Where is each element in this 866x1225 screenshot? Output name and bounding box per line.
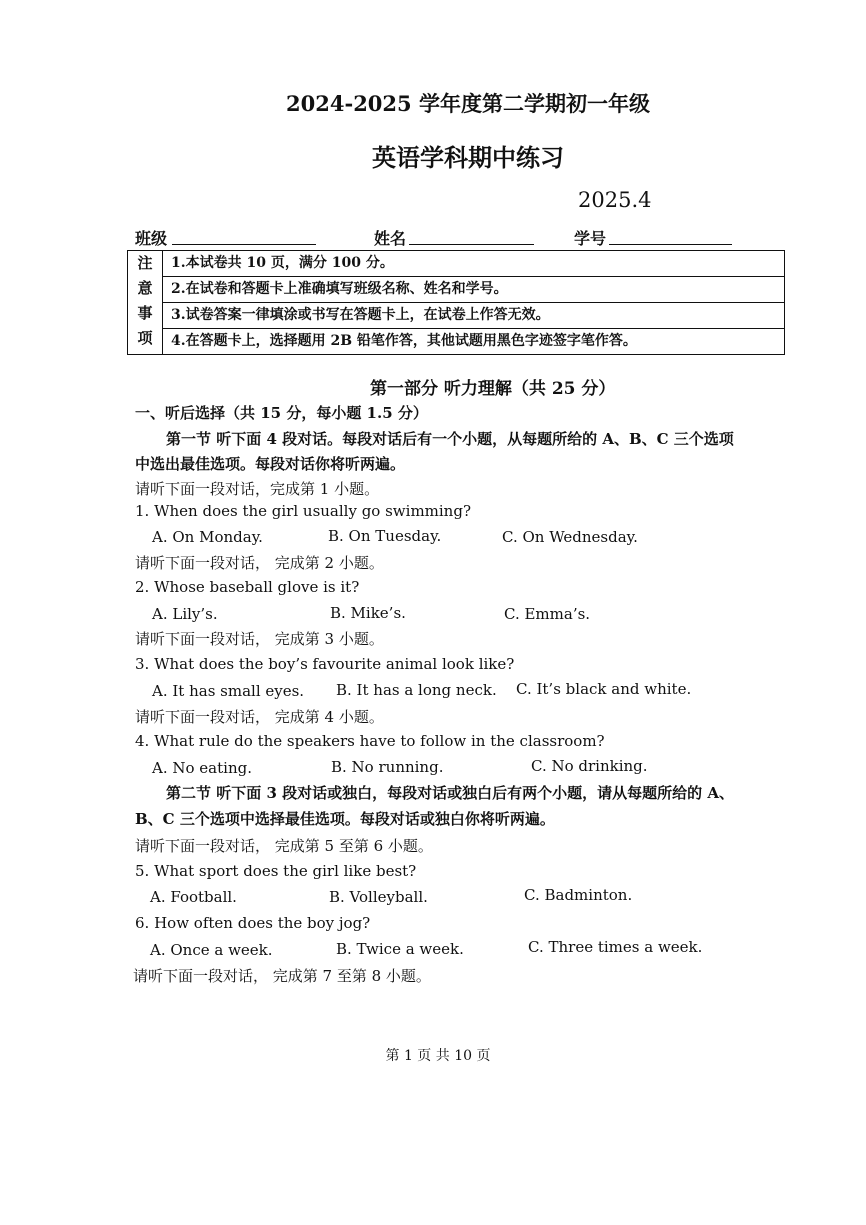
option-a[interactable]: A. On Monday. <box>152 528 263 546</box>
notes-content <box>163 251 785 355</box>
instruction: 请听下面一段对话， 完成第 5 至第 6 小题。 <box>135 837 433 855</box>
question: 5. What sport does the girl like best? <box>135 862 417 880</box>
name-label: 姓名 <box>374 229 407 248</box>
note-item: 3.试卷答案一律填涂或书写在答题卡上，在试卷上作答无效。 <box>163 303 784 329</box>
instruction: 请听下面一段对话， 完成第 4 小题。 <box>135 708 384 726</box>
option-b[interactable]: B. On Tuesday. <box>328 527 442 545</box>
option-c[interactable]: C. On Wednesday. <box>502 528 638 546</box>
question: 4. What rule do the speakers have to follow in the classroom? <box>135 732 605 750</box>
option-a[interactable]: A. Football. <box>150 888 237 906</box>
question: 3. What does the boy’s favourite animal look like? <box>135 655 515 673</box>
notes-side-char: 意 <box>137 279 153 297</box>
exam-subject-title: 英语学科期中练习 <box>372 143 564 172</box>
notes-side-label <box>128 251 163 355</box>
notes-side-char: 事 <box>137 304 153 322</box>
instruction: 请听下面一段对话， 完成第 2 小题。 <box>135 554 384 572</box>
note-item: 1.本试卷共 10 页，满分 100 分。 <box>163 251 784 277</box>
option-a[interactable]: A. Once a week. <box>150 941 273 959</box>
instruction: 请听下面一段对话，完成第 1 小题。 <box>135 480 380 498</box>
notes-box <box>127 250 785 355</box>
notes-side-char: 注 <box>137 254 153 272</box>
option-b[interactable]: B. No running. <box>331 758 444 776</box>
student-no-blank[interactable] <box>609 244 732 245</box>
option-a[interactable]: A. No eating. <box>152 759 252 777</box>
name-blank[interactable] <box>409 244 534 245</box>
option-c[interactable]: C. Emma’s. <box>504 605 591 623</box>
question: 1. When does the girl usually go swimming? <box>135 502 471 520</box>
exam-date: 2025.4 <box>578 188 652 212</box>
note-item: 2.在试卷和答题卡上准确填写班级名称、姓名和学号。 <box>163 277 784 303</box>
page-number: 第 1 页 共 10 页 <box>385 1048 491 1064</box>
class-label: 班级 <box>135 229 168 248</box>
option-b[interactable]: B. Twice a week. <box>336 940 464 958</box>
option-c[interactable]: C. No drinking. <box>531 757 648 775</box>
option-a[interactable]: A. It has small eyes. <box>152 682 305 700</box>
question: 2. Whose baseball glove is it? <box>135 578 360 596</box>
section-title: 一、听后选择（共 15 分，每小题 1.5 分） <box>135 404 428 422</box>
option-b[interactable]: B. Mike’s. <box>330 604 406 622</box>
sub1-directions-cont: 中选出最佳选项。每段对话你将听两遍。 <box>135 455 406 473</box>
class-blank[interactable] <box>172 244 316 245</box>
student-no-label: 学号 <box>574 229 607 248</box>
option-c[interactable]: C. Badminton. <box>524 886 633 904</box>
instruction: 请听下面一段对话， 完成第 7 至第 8 小题。 <box>133 967 431 985</box>
notes-side-char: 项 <box>137 329 153 347</box>
option-c[interactable]: C. Three times a week. <box>528 938 703 956</box>
sub2-directions: 第二节 听下面 3 段对话或独白，每段对话或独白后有两个小题，请从每题所给的 A、 <box>166 784 734 802</box>
part1-title: 第一部分 听力理解（共 25 分） <box>370 379 616 399</box>
question: 6. How often does the boy jog? <box>135 914 371 932</box>
option-a[interactable]: A. Lily’s. <box>152 605 218 623</box>
sub2-directions-cont: B、C 三个选项中选择最佳选项。每段对话或独白你将听两遍。 <box>135 810 555 828</box>
instruction: 请听下面一段对话， 完成第 3 小题。 <box>135 630 384 648</box>
exam-year-title: 2024-2025 学年度第二学期初一年级 <box>286 91 650 116</box>
sub1-directions: 第一节 听下面 4 段对话。每段对话后有一个小题，从每题所给的 A、B、C 三个选项 <box>166 430 734 448</box>
option-b[interactable]: B. It has a long neck. <box>336 681 497 699</box>
option-c[interactable]: C. It’s black and white. <box>516 680 692 698</box>
note-item: 4.在答题卡上，选择题用 2B 铅笔作答，其他试题用黑色字迹签字笔作答。 <box>171 333 637 349</box>
option-b[interactable]: B. Volleyball. <box>329 888 428 906</box>
